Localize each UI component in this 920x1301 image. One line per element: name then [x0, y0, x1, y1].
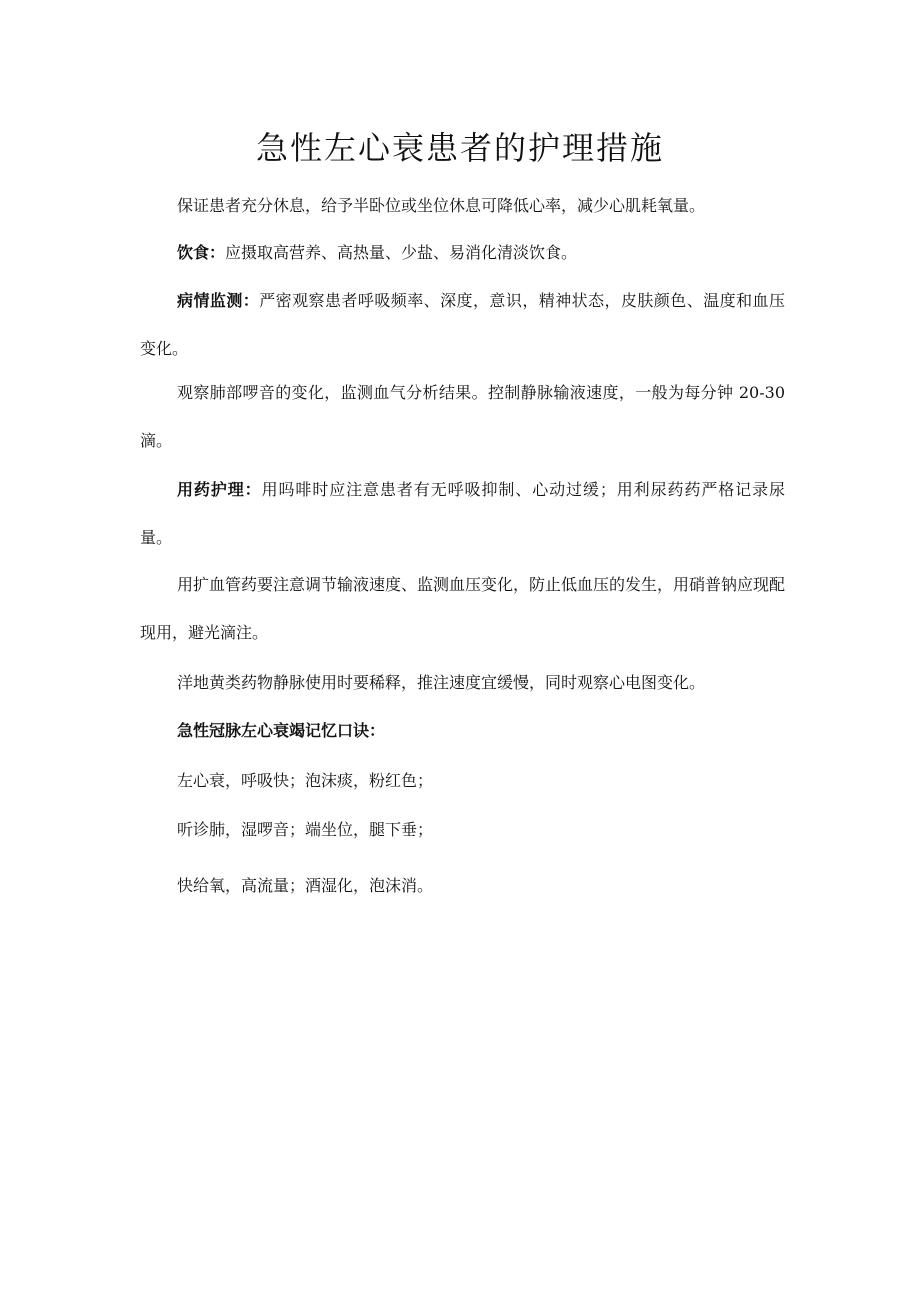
mnemonic-line: 左心衰，呼吸快；泡沫痰，粉红色；: [177, 771, 434, 790]
medication-text: 用吗啡时应注意患者有无呼吸抑制、心动过缓；用利尿药药严格记录尿量。: [140, 480, 785, 547]
paragraph-diet: [140, 229, 785, 277]
mnemonic-heading: 急性冠脉左心衰竭记忆口诀：: [177, 721, 386, 740]
mnemonic-line: 听诊肺，湿啰音；端坐位，腿下垂；: [177, 820, 434, 839]
paragraph-medication: [140, 466, 785, 562]
medication-label: 用药护理：: [177, 480, 262, 499]
monitoring-text: 严密观察患者呼吸频率、深度，意识，精神状态，皮肤颜色、温度和血压变化。: [140, 291, 785, 358]
diet-label: 饮食：: [177, 243, 226, 262]
monitoring-label: 病情监测：: [177, 291, 260, 310]
paragraph-lungs: 观察肺部啰音的变化，监测血气分析结果。控制静脉输液速度，一般为每分钟 20-30 滴。: [140, 383, 785, 450]
mnemonic-line: 快给氧，高流量；酒湿化，泡沫消。: [177, 876, 434, 895]
diet-text: 应摄取高营养、高热量、少盐、易消化清淡饮食。: [225, 243, 578, 262]
paragraph-vasodilator: 用扩血管药要注意调节输液速度、监测血压变化，防止低血压的发生，用硝普钠应现配现用，避光滴注。: [140, 575, 786, 642]
paragraph-monitoring: [140, 277, 785, 373]
paragraph-digitalis: 洋地黄类药物静脉使用时要稀释，推注速度宜缓慢，同时观察心电图变化。: [177, 673, 706, 692]
document-title: 急性左心衰患者的护理措施: [255, 129, 664, 167]
paragraph-rest: 保证患者充分休息，给予半卧位或坐位休息可降低心率，减少心肌耗氧量。: [177, 196, 706, 215]
